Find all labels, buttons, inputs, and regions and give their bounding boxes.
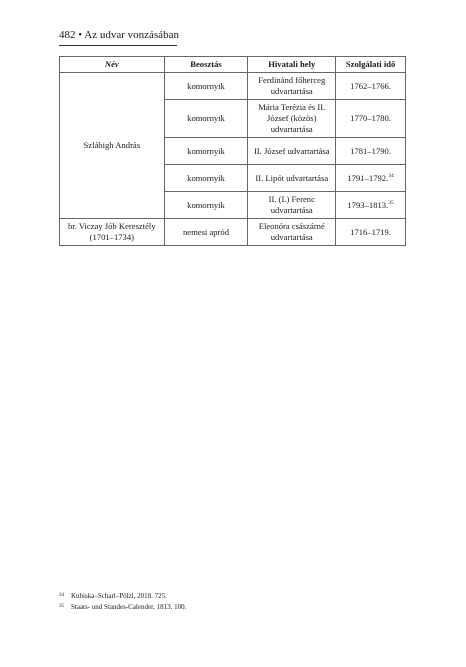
- position-cell: komornyik: [164, 138, 248, 165]
- position-cell: komornyik: [164, 100, 248, 138]
- place-cell: Ferdinánd főherceg udvartartása: [248, 73, 336, 100]
- period-text: 1781–1790.: [350, 145, 391, 156]
- table-row: [60, 73, 406, 100]
- footnote: [59, 602, 186, 613]
- footnote-text: Kubiska–Scharl–Pölzl, 2018. 725.: [71, 592, 167, 600]
- footnote-ref: 34: [388, 172, 394, 179]
- table-header-row: [60, 57, 406, 73]
- position-cell: komornyik: [164, 165, 248, 192]
- column-header-position: Beosztás: [164, 57, 248, 73]
- period-cell: [336, 192, 406, 219]
- header-title: Az udvar vonzásában: [84, 29, 179, 41]
- place-cell: II. Lipót udvartartása: [248, 165, 336, 192]
- column-header-name: Név: [60, 57, 165, 73]
- period-cell: [336, 73, 406, 100]
- footnote-text: Staats- und Standes-Calender, 1813. 100.: [71, 603, 187, 611]
- footnotes: [59, 591, 186, 613]
- column-header-period: Szolgálati idő: [336, 57, 406, 73]
- table-row: [60, 219, 406, 246]
- place-cell: II. József udvartartása: [248, 138, 336, 165]
- page-number: 482: [59, 29, 76, 41]
- column-header-place: Hivatali hely: [248, 57, 336, 73]
- position-cell: nemesi apród: [164, 219, 248, 246]
- footnote-ref: 35: [388, 199, 394, 206]
- period-text: 1793–1813.: [347, 199, 389, 210]
- running-header: [59, 28, 177, 46]
- positions-table: [59, 56, 406, 246]
- footnote: [59, 591, 186, 602]
- header-bullet: •: [78, 29, 83, 41]
- period-cell: [336, 219, 406, 246]
- position-cell: komornyik: [164, 192, 248, 219]
- footnote-number: 35: [59, 604, 64, 609]
- period-text: 1770–1780.: [350, 113, 391, 123]
- place-cell: II. (I.) Ferenc udvartartása: [248, 192, 336, 219]
- period-cell: [336, 138, 406, 165]
- period-text: 1762–1766.: [350, 80, 391, 91]
- name-cell: br. Viczay Jób Keresztély (1701–1734): [60, 219, 165, 246]
- place-cell: Eleonóra császárné udvartartása: [248, 219, 336, 246]
- name-cell: Szlábigh András: [60, 73, 165, 219]
- period-text: 1791–1792.: [347, 172, 389, 183]
- position-cell: komornyik: [164, 73, 248, 100]
- period-text: 1716–1719.: [350, 226, 391, 237]
- period-cell: [336, 100, 406, 138]
- period-cell: [336, 165, 406, 192]
- footnote-number: 34: [59, 593, 64, 598]
- place-cell: Mária Terézia és II. József (közös) udvartartása: [248, 100, 336, 138]
